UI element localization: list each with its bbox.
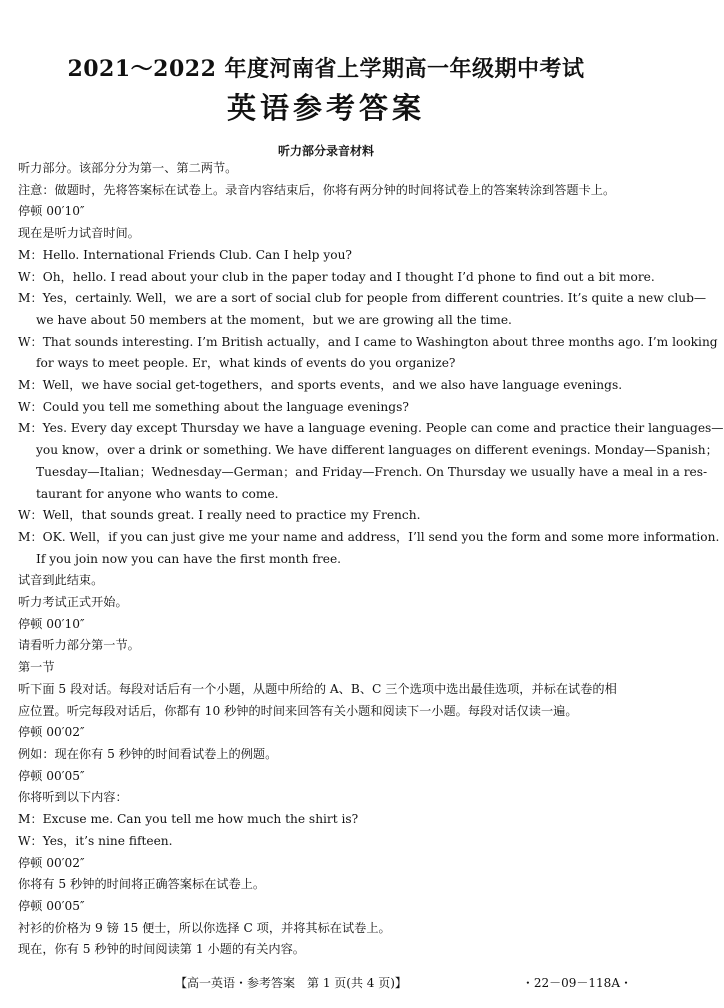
page-footer <box>0 974 652 994</box>
text-line: 例如：现在你有 5 秒钟的时间看试卷上的例题。 <box>18 746 278 761</box>
dialogue-line-continued: for ways to meet people. Er，what kinds of events do you organize? <box>36 356 456 371</box>
text-line: 衬衫的价格为 9 镑 15 便士，所以你选择 C 项，并将其标在试卷上。 <box>18 920 391 935</box>
pause-marker: 停顿 00′02″ <box>18 855 85 870</box>
dialogue-line: M：Well，we have social get-togethers，and sports events，and we also have language evenings. <box>18 378 623 393</box>
dialogue-paragraph <box>18 332 718 375</box>
dialogue-line: M：OK. Well，if you can just give me your name and address，I’ll send you the form and some more information. <box>18 529 720 544</box>
dialogue-line: M：Excuse me. Can you tell me how much the shirt is? <box>18 812 359 827</box>
dialogue-line-continued: taurant for anyone who wants to come. <box>36 486 279 501</box>
dialogue-line: W：Could you tell me something about the language evenings? <box>18 399 409 414</box>
pause-marker: 停顿 00′05″ <box>18 768 85 783</box>
dialogue-line: W：Yes，it’s nine fifteen. <box>18 833 173 848</box>
text-line: 注意：做题时，先将答案标在试卷上。录音内容结束后，你将有两分钟的时间将试卷上的答案转涂到答题卡上。 <box>18 182 616 197</box>
dialogue-line: M：Hello. International Friends Club. Can I help you? <box>18 247 352 262</box>
dialogue-line-continued: Tuesday—Italian；Wednesday—German；and Friday—French. On Thursday we usually have a meal in a res- <box>36 464 708 479</box>
text-line: 听力考试正式开始。 <box>18 595 128 610</box>
document-title: 英语参考答案 <box>226 91 425 125</box>
text-line: 你将听到以下内容： <box>18 790 128 805</box>
dialogue-line-continued: you know，over a drink or something. We have different languages on different evenings. Monday—Spanish； <box>36 443 718 458</box>
dialogue-paragraph <box>18 418 724 505</box>
dialogue-line-continued: If you join now you can have the first month free. <box>36 551 342 566</box>
text-line: 现在，你有 5 秒钟的时间阅读第 1 小题的有关内容。 <box>18 942 305 957</box>
listening-transcript <box>18 158 724 961</box>
exam-title: 2021～2022 年度河南省上学期高一年级期中考试 <box>67 56 585 82</box>
text-line: 你将有 5 秒钟的时间将正确答案标在试卷上。 <box>18 877 266 892</box>
dialogue-line: W：Well，that sounds great. I really need to practice my French. <box>18 508 421 523</box>
pause-marker: 停顿 00′05″ <box>18 898 85 913</box>
dialogue-line: W：Oh，hello. I read about your club in the paper today and I thought I’d phone to find out a bit more. <box>18 269 655 284</box>
text-line: 试音到此结束。 <box>18 573 104 588</box>
dialogue-line: M：Yes. Every day except Thursday we have a language evening. People can come and practice their languages— <box>18 421 724 436</box>
section-title: 听力部分录音材料 <box>277 144 374 158</box>
dialogue-paragraph <box>18 288 707 331</box>
text-line: 请看听力部分第一节。 <box>18 638 140 653</box>
dialogue-line: W：That sounds interesting. I’m British actually，and I came to Washington about three months ago. I’m looking <box>18 334 718 349</box>
text-line: 停顿 00′10″ <box>18 204 85 219</box>
text-line: 现在是听力试音时间。 <box>18 226 140 241</box>
instruction-line: 听下面 5 段对话。每段对话后有一个小题，从题中所给的 A、B、C 三个选项中选出最佳选项，并标在试卷的相 <box>18 681 617 696</box>
pause-marker: 停顿 00′10″ <box>18 616 85 631</box>
instruction-line: 应位置。听完每段对话后，你都有 10 秒钟的时间来回答有关小题和阅读下一小题。每段对话仅读一遍。 <box>18 703 578 718</box>
footer-code: ・22－09－118A・ <box>521 976 632 990</box>
text-line: 听力部分。该部分分为第一、第二两节。 <box>18 161 238 175</box>
footer-page-info: 【高一英语・参考答案 第 1 页(共 4 页)】 <box>175 976 407 990</box>
pause-marker: 停顿 00′02″ <box>18 725 85 740</box>
dialogue-line: M：Yes，certainly. Well，we are a sort of social club for people from different countries. It’s quite a new club— <box>18 291 707 306</box>
dialogue-line-continued: we have about 50 members at the moment，but we are growing all the time. <box>36 312 512 327</box>
dialogue-paragraph <box>18 527 720 570</box>
subsection-heading: 第一节 <box>18 660 55 675</box>
